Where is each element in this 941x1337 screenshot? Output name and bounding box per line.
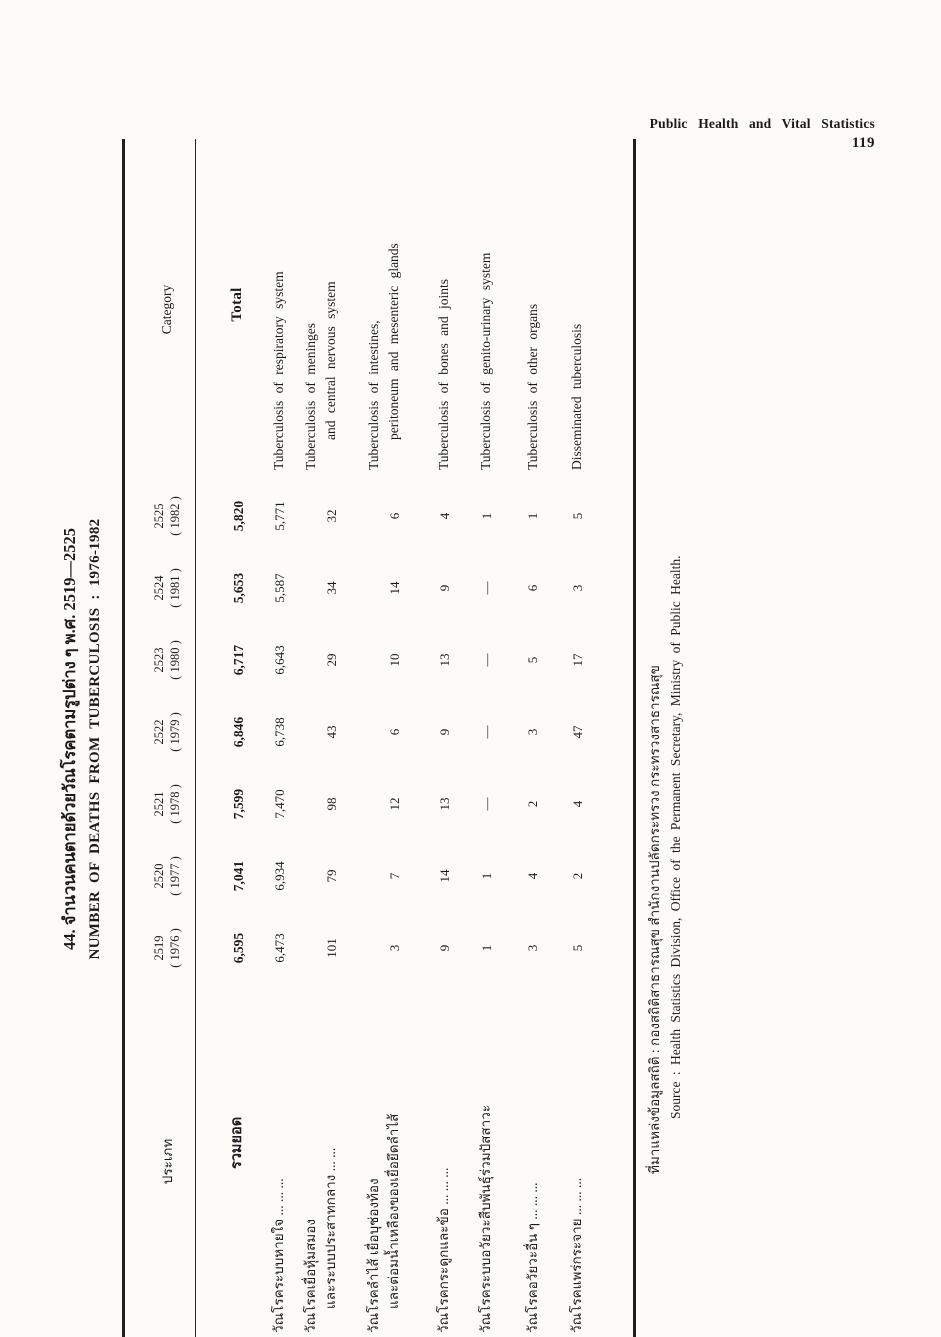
cell-value: 5 bbox=[569, 512, 585, 520]
total-value: 5,653 bbox=[230, 572, 246, 604]
cell-value: 2 bbox=[569, 872, 585, 880]
table-title-english: NUMBER OF DEATHS FROM TUBERCULOSIS : 1976-1982 bbox=[86, 518, 103, 960]
cell-value: 32 bbox=[324, 509, 339, 523]
cell-value: — bbox=[479, 725, 494, 739]
cell-value: 101 bbox=[324, 938, 339, 958]
cell-value: 13 bbox=[436, 797, 452, 811]
total-value: 7,599 bbox=[230, 788, 246, 820]
row-label-thai bbox=[301, 984, 342, 1337]
table-row-meninges bbox=[301, 139, 342, 1337]
cell-value: 14 bbox=[436, 869, 452, 883]
col-header-year-2524 bbox=[151, 552, 184, 624]
row-label-english bbox=[567, 139, 587, 480]
cell-value: 6,643 bbox=[271, 645, 287, 675]
year-be: 2522 bbox=[151, 719, 166, 745]
col-header-category-thai: ประเภท bbox=[160, 1138, 175, 1185]
total-label-thai: รวมยอด bbox=[229, 1116, 245, 1169]
row-label-english bbox=[476, 139, 496, 480]
year-ce: ( 1977 ) bbox=[168, 856, 182, 896]
year-ce: ( 1976 ) bbox=[168, 928, 182, 968]
cell-value: 3 bbox=[569, 584, 585, 592]
row-label-thai bbox=[364, 984, 405, 1337]
row-label-english-line2: and central nervous system bbox=[323, 281, 339, 440]
cell-value: 10 bbox=[386, 653, 402, 667]
source-note bbox=[645, 139, 687, 1337]
row-label-english bbox=[269, 139, 289, 480]
total-value: 6,595 bbox=[230, 932, 246, 964]
row-label-thai-line2: และต่อมน้ำเหลืองของเยื่อยึดลำไส้ bbox=[385, 1113, 401, 1309]
total-value: 5,820 bbox=[230, 500, 246, 532]
source-note-english: Source : Health Statistics Division, Office of the Permanent Secretary, Ministry of Public Health. bbox=[667, 555, 683, 1119]
total-label-english: Total bbox=[229, 287, 246, 322]
cell-value: 3 bbox=[525, 728, 541, 736]
row-label-english-line1: Tuberculosis of respiratory system bbox=[270, 271, 286, 470]
cell-value: 2 bbox=[525, 800, 541, 808]
cell-value: 14 bbox=[386, 581, 402, 595]
row-label-thai-line2: และระบบประสาทกลาง ... ... bbox=[323, 1147, 339, 1309]
table-row-other-organs bbox=[523, 139, 543, 1337]
running-head-title: Public Health and Vital Statistics bbox=[649, 116, 875, 131]
row-label-thai bbox=[523, 984, 543, 1337]
row-label-english-line1: Tuberculosis of other organs bbox=[524, 303, 540, 470]
row-label-english-line2: peritoneum and mesenteric glands bbox=[385, 243, 401, 440]
row-label-thai-line1: วัณโรคอวัยวะอื่น ๆ ... ... ... bbox=[524, 1182, 540, 1333]
total-value: 7,041 bbox=[230, 860, 246, 892]
table-row-disseminated bbox=[567, 139, 587, 1337]
table-row-bones-joints bbox=[434, 139, 454, 1337]
year-be: 2525 bbox=[151, 503, 166, 529]
year-be: 2520 bbox=[151, 863, 166, 889]
cell-value: 4 bbox=[569, 800, 585, 808]
cell-value: 13 bbox=[436, 653, 452, 667]
cell-value: 43 bbox=[324, 725, 339, 739]
row-label-thai-line1: วัณโรคระบบหายใจ ... ... ... bbox=[270, 1178, 286, 1333]
cell-value: 9 bbox=[436, 728, 452, 736]
row-label-thai-line1: วัณโรคระบบอวัยวะสืบพันธุ์ร่วมปัสสาวะ bbox=[478, 1104, 494, 1333]
row-label-english bbox=[364, 139, 405, 480]
cell-value: 5 bbox=[569, 944, 585, 952]
cell-value: 6,934 bbox=[271, 861, 287, 891]
row-label-english-line1: Disseminated tuberculosis bbox=[568, 323, 584, 470]
year-ce: ( 1981 ) bbox=[168, 568, 182, 608]
year-ce: ( 1979 ) bbox=[168, 712, 182, 752]
row-label-english bbox=[523, 139, 543, 480]
cell-value: 4 bbox=[436, 512, 452, 520]
row-label-english-line1: Tuberculosis of bones and joints bbox=[436, 279, 451, 470]
year-be: 2521 bbox=[151, 791, 166, 817]
cell-value: 3 bbox=[525, 944, 541, 952]
row-label-english-line1: Tuberculosis of meninges bbox=[303, 323, 318, 470]
year-be: 2519 bbox=[151, 935, 166, 961]
cell-value: 5 bbox=[525, 656, 541, 664]
cell-value: — bbox=[479, 581, 494, 595]
col-header-year-2525 bbox=[151, 480, 184, 552]
total-row bbox=[226, 139, 249, 1337]
year-ce: ( 1982 ) bbox=[168, 496, 182, 536]
cell-value: 1 bbox=[525, 512, 541, 520]
year-be: 2523 bbox=[151, 647, 166, 673]
cell-value: 9 bbox=[436, 944, 452, 952]
cell-value: 4 bbox=[525, 872, 541, 880]
cell-value: 1 bbox=[479, 512, 494, 520]
cell-value: 6,738 bbox=[271, 717, 287, 747]
row-label-thai bbox=[567, 984, 587, 1337]
row-label-english-line1: Tuberculosis of intestines, bbox=[365, 320, 381, 470]
cell-value: 1 bbox=[479, 872, 494, 880]
table-reading-orientation bbox=[58, 139, 723, 1337]
total-value: 6,717 bbox=[230, 644, 246, 676]
cell-value: 5,587 bbox=[271, 573, 287, 603]
cell-value: 17 bbox=[569, 653, 585, 667]
source-note-thai: ที่มาแหล่งข้อมูลสถิติ : กองสถิติสาธารณสุข สำนักงานปลัดกระทรวง กระทรวงสาธารณสุข bbox=[647, 665, 662, 1174]
row-label-thai bbox=[434, 984, 454, 1337]
page-number: 119 bbox=[851, 135, 875, 151]
col-header-year-2521 bbox=[151, 768, 184, 840]
cell-value: 34 bbox=[324, 581, 339, 595]
year-be: 2524 bbox=[151, 575, 166, 601]
cell-value: 7 bbox=[386, 872, 402, 880]
cell-value: 6 bbox=[525, 584, 541, 592]
row-label-english-line1: Tuberculosis of genito-urinary system bbox=[478, 252, 494, 470]
cell-value: 6 bbox=[386, 512, 402, 520]
table-title-thai: 44. จำนวนคนตายด้วยวัณโรคตามรูปต่าง ๆ พ.ศ. 2519—2525 bbox=[60, 527, 79, 951]
total-value: 6,846 bbox=[230, 716, 246, 748]
year-ce: ( 1980 ) bbox=[168, 640, 182, 680]
col-header-year-2520 bbox=[151, 840, 184, 912]
cell-value: 1 bbox=[479, 944, 494, 952]
cell-value: 98 bbox=[324, 797, 339, 811]
row-label-thai-line1: วัณโรคลำไส้ เยื่อบุช่องท้อง bbox=[365, 1178, 381, 1333]
row-label-thai-line1: วัณโรคแพร่กระจาย ... ... ... bbox=[568, 1177, 584, 1333]
cell-value: — bbox=[479, 653, 494, 667]
col-header-year-2522 bbox=[151, 696, 184, 768]
row-label-thai-line1: วัณโรคกระดูกและข้อ ... ... ... bbox=[436, 1167, 451, 1333]
col-header-year-2519 bbox=[151, 912, 184, 984]
row-label-english bbox=[301, 139, 342, 480]
row-label-thai-line1: วัณโรคเยื่อหุ้มสมอง bbox=[303, 1219, 318, 1333]
cell-value: 79 bbox=[324, 869, 339, 883]
table-row-intestines bbox=[364, 139, 405, 1337]
rotated-table-block bbox=[58, 125, 723, 1333]
cell-value: 12 bbox=[386, 797, 402, 811]
year-ce: ( 1978 ) bbox=[168, 784, 182, 824]
table-header-row bbox=[125, 139, 197, 1337]
table-row-genito-urinary bbox=[476, 139, 496, 1337]
cell-value: 5,771 bbox=[271, 501, 287, 531]
cell-value: 6 bbox=[386, 728, 402, 736]
row-label-thai bbox=[269, 984, 289, 1337]
col-header-year-2523 bbox=[151, 624, 184, 696]
cell-value: 47 bbox=[569, 725, 585, 739]
cell-value: 6,473 bbox=[271, 933, 287, 963]
row-label-english bbox=[434, 139, 454, 480]
col-header-category-english: Category bbox=[159, 284, 174, 335]
cell-value: 3 bbox=[386, 944, 402, 952]
cell-value: 7,470 bbox=[271, 789, 287, 819]
cell-value: 9 bbox=[436, 584, 452, 592]
cell-value: — bbox=[479, 797, 494, 811]
row-label-thai bbox=[476, 984, 496, 1337]
table-row-respiratory bbox=[269, 139, 289, 1337]
cell-value: 29 bbox=[324, 653, 339, 667]
statistics-table bbox=[122, 139, 636, 1337]
